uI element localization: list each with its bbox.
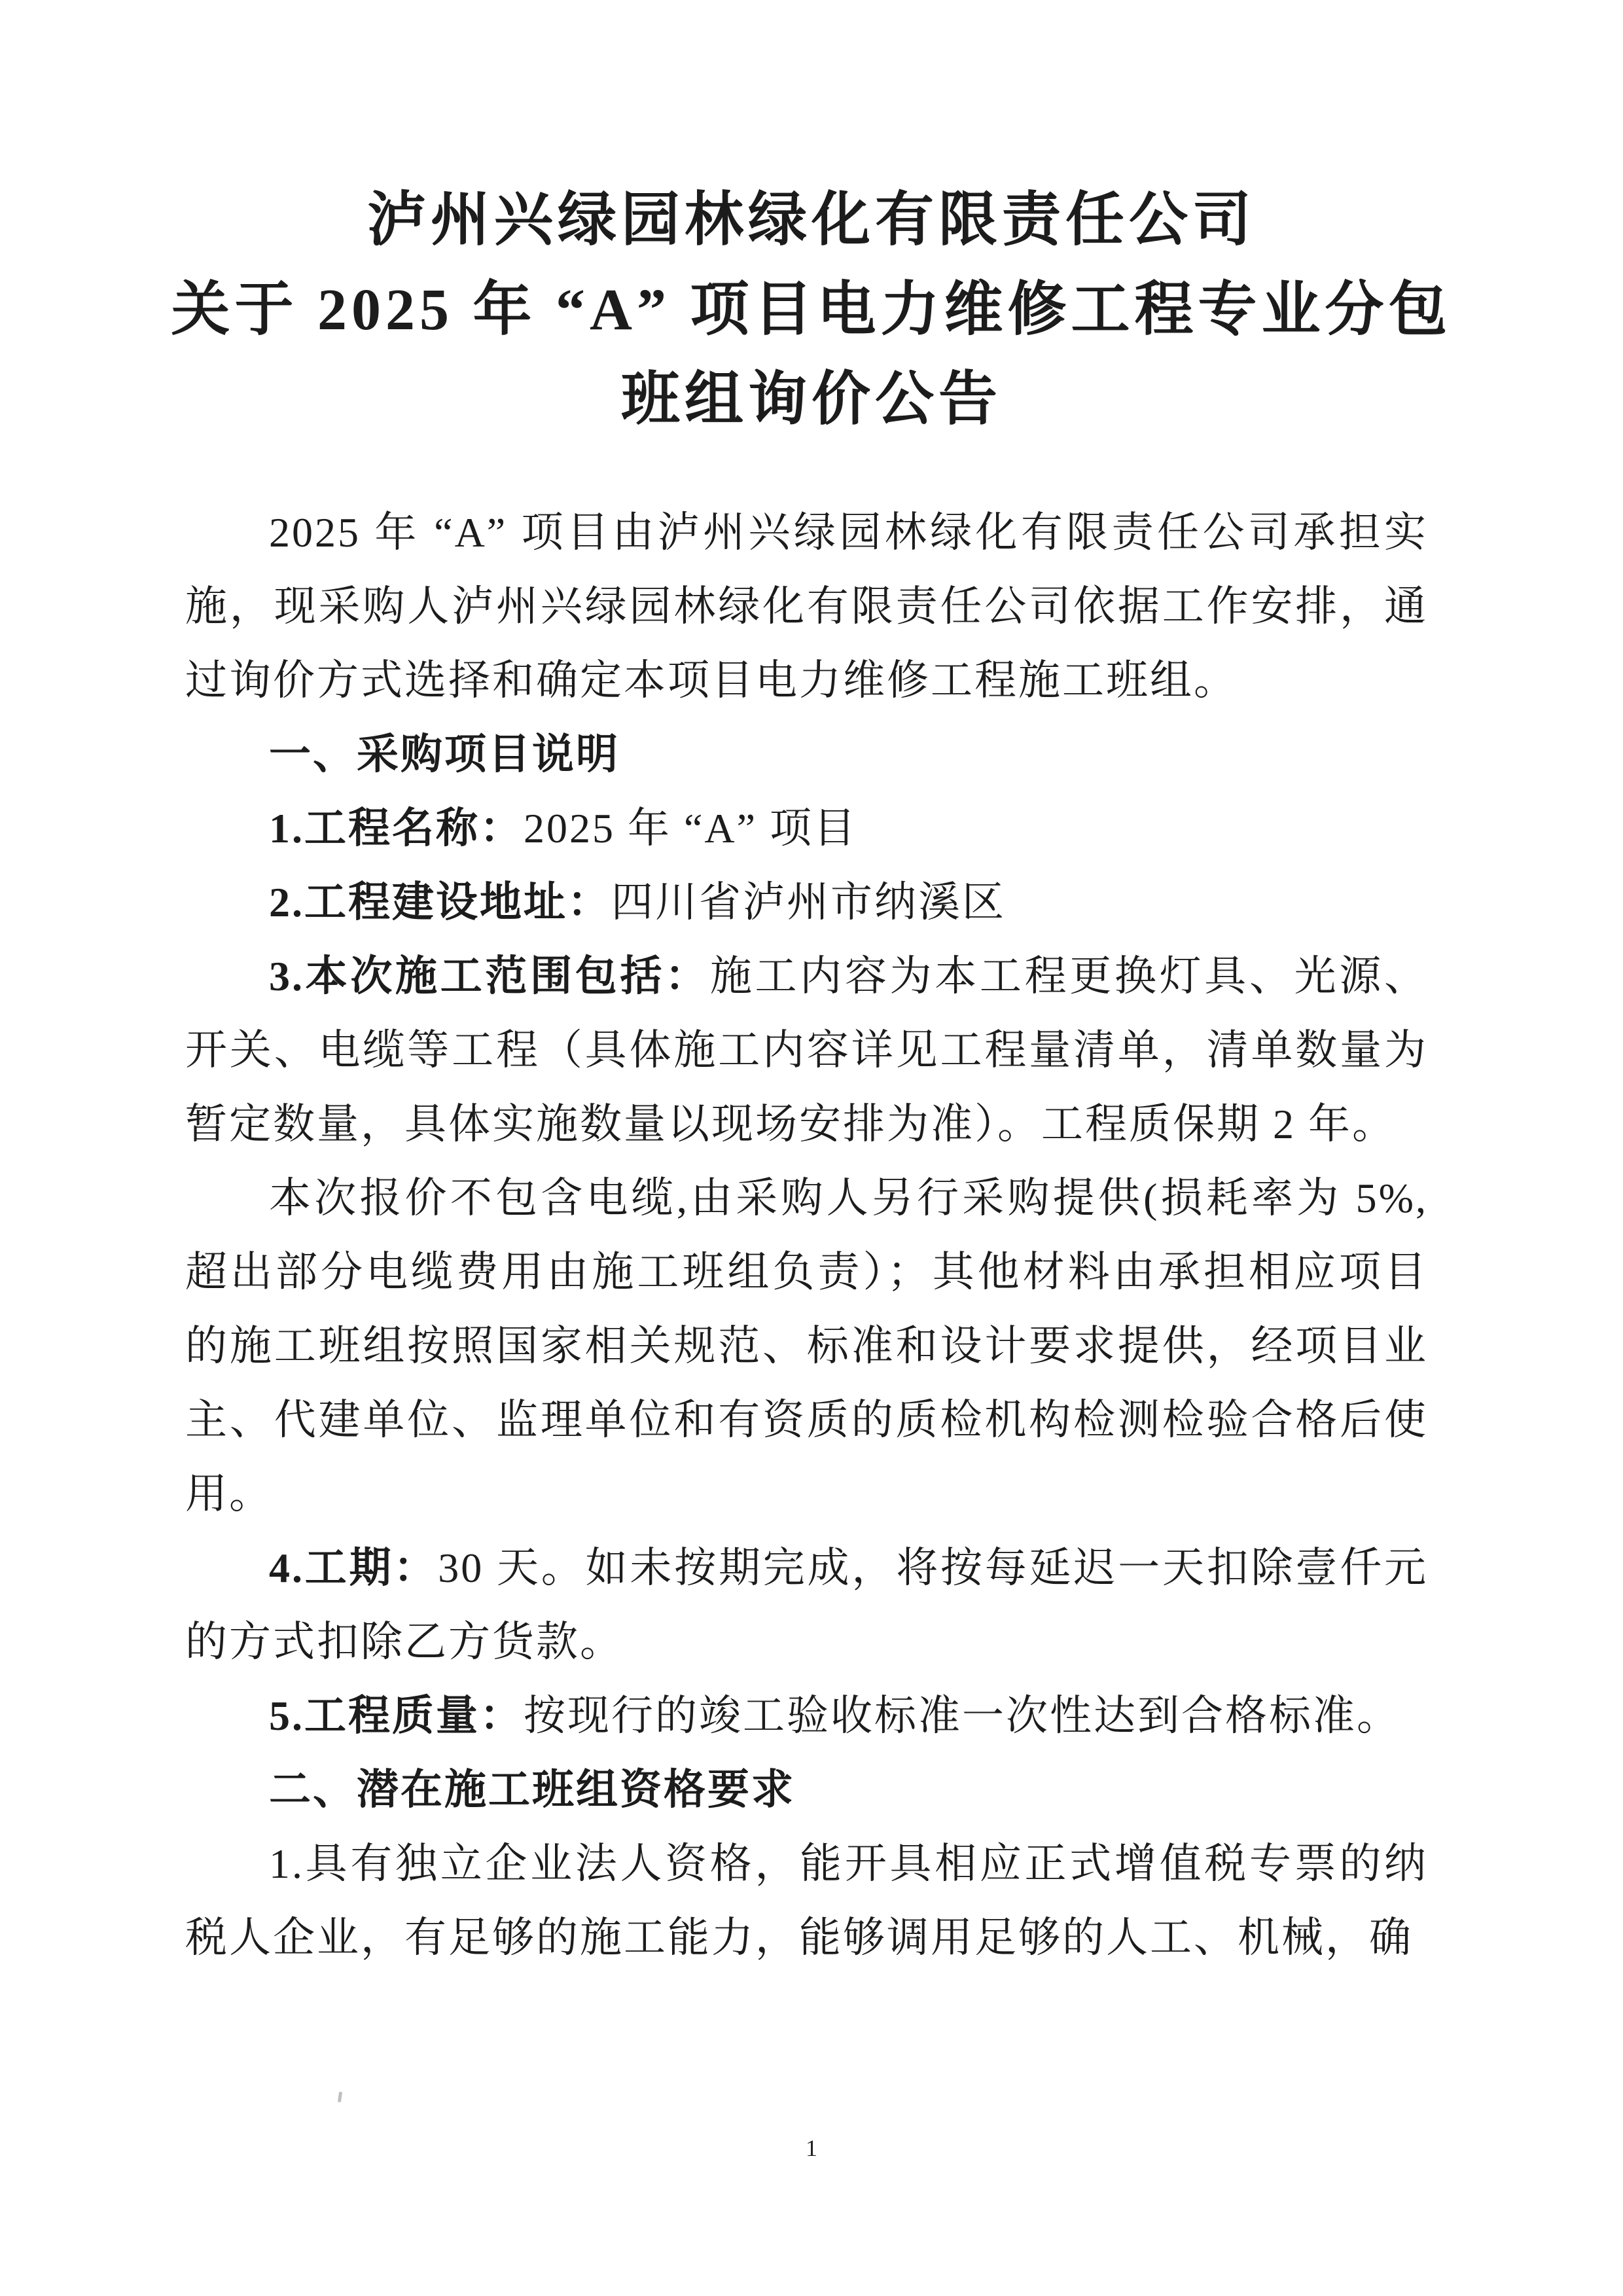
paragraph-label: 3.本次施工范围包括： <box>269 953 710 999</box>
paragraph-text: 四川省泸州市纳溪区 <box>611 879 1006 925</box>
paragraph-text: 施工内容为本工程更换灯具、光源、开关、电缆等工程（具体施工内容详见工程量清单，清单数量为暂定数量，具体实施数量以现场安排为准）。工程质保期 2 年。 <box>185 953 1429 1147</box>
paragraph <box>185 939 1428 1161</box>
paragraph-text: 2025 年 “A” 项目由泸州兴绿园林绿化有限责任公司承担实施，现采购人泸州兴绿园林绿化有限责任公司依据工作安排，通过询价方式选择和确定本项目电力维修工程施工班组。 <box>185 509 1428 704</box>
scan-artifact <box>338 2092 342 2103</box>
paragraph-label: 4.工期： <box>269 1545 438 1591</box>
paragraph <box>185 1679 1428 1753</box>
paragraph <box>185 1827 1428 1975</box>
paragraph-label: 二、潜在施工班组资格要求 <box>269 1767 795 1813</box>
paragraph <box>185 1531 1428 1679</box>
paragraph-text: 2025 年 “A” 项目 <box>524 805 858 852</box>
paragraph-label: 1.工程名称： <box>269 805 524 852</box>
paragraph-label: 2.工程建设地址： <box>269 879 611 925</box>
paragraph <box>185 865 1428 939</box>
title-line: 泸州兴绿园林绿化有限责任公司 <box>367 188 1256 253</box>
document-body <box>185 495 1428 1975</box>
section-heading <box>185 717 1428 791</box>
title-line: 关于 2025 年 “A” 项目电力维修工程专业分包 <box>171 278 1452 342</box>
section-heading <box>185 1753 1428 1827</box>
paragraph <box>185 495 1428 717</box>
document-title <box>98 175 1525 444</box>
paragraph-text: 1.具有独立企业法人资格，能开具相应正式增值税专票的纳税人企业，有足够的施工能力，能够调用足够的人工、机械，确 <box>185 1840 1428 1961</box>
paragraph-text: 30 天。如未按期完成，将按每延迟一天扣除壹仟元的方式扣除乙方货款。 <box>185 1545 1429 1665</box>
paragraph-label: 一、采购项目说明 <box>269 731 620 778</box>
title-line: 班组询价公告 <box>621 367 1002 432</box>
paragraph <box>185 1161 1428 1531</box>
paragraph-text: 按现行的竣工验收标准一次性达到合格标准。 <box>524 1693 1400 1739</box>
page-number: 1 <box>806 2135 817 2161</box>
paragraph <box>185 791 1428 865</box>
paragraph-label: 5.工程质量： <box>269 1693 524 1739</box>
paragraph-text: 本次报价不包含电缆,由采购人另行采购提供(损耗率为 5%,超出部分电缆费用由施工班组负责）；其他材料由承担相应项目的施工班组按照国家相关规范、标准和设计要求提供，经项目业主、代建单位、监理单位和有资质的质检机构检测检验合格后使用。 <box>185 1175 1428 1517</box>
